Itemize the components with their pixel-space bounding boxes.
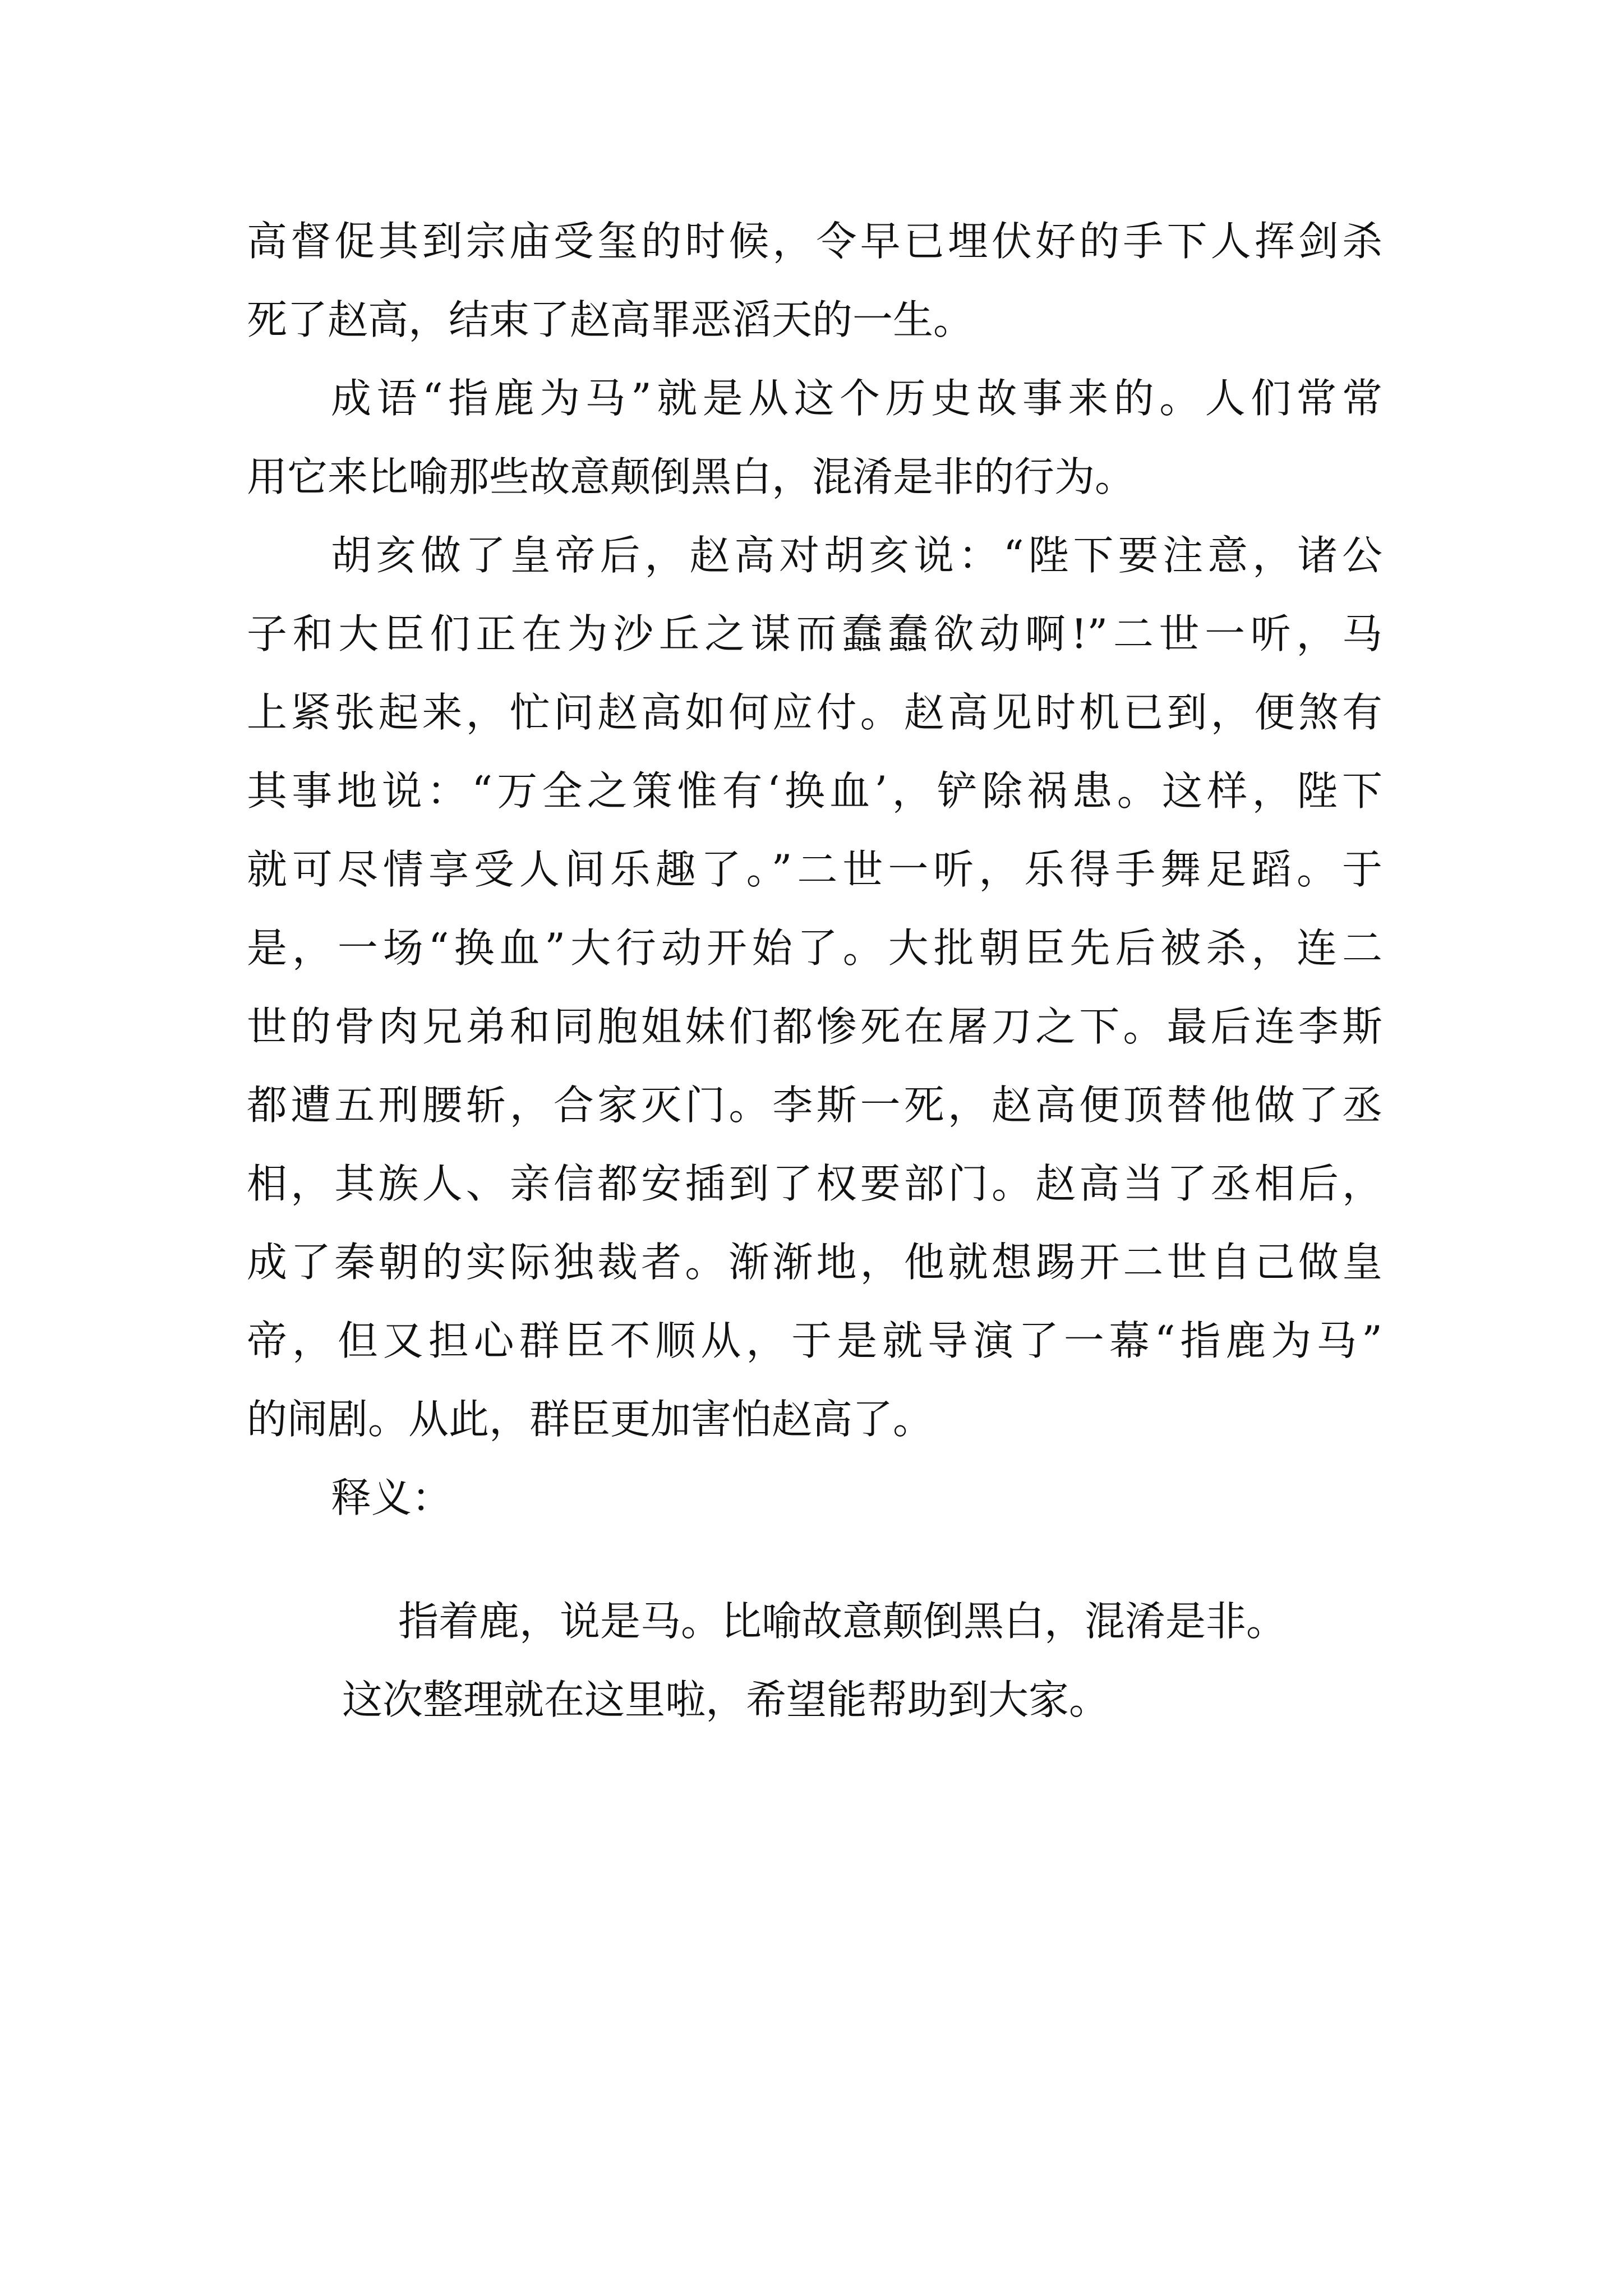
text-line: 其事地说：“万全之策惟有‘换血’，铲除祸患。这样，陛下 [247, 767, 1382, 815]
paragraph-start-line: 成语“指鹿为马”就是从这个历史故事来的。人们常常 [331, 375, 1382, 422]
text-line: 上紧张起来，忙问赵高如何应付。赵高见时机已到，便煞有 [247, 689, 1382, 736]
definition-line: 指着鹿，说是马。比喻故意颠倒黑白，混淆是非。 [398, 1598, 1287, 1645]
text-line: 用它来比喻那些故意颠倒黑白，混淆是非的行为。 [247, 453, 1136, 500]
text-line: 死了赵高，结束了赵高罪恶滔天的一生。 [247, 296, 974, 343]
text-line: 都遭五刑腰斩，合家灭门。李斯一死，赵高便顶替他做了丞 [247, 1082, 1382, 1129]
definition-label: 释义： [331, 1474, 453, 1521]
text-line: 就可尽情享受人间乐趣了。”二世一听，乐得手舞足蹈。于 [247, 846, 1382, 893]
closing-line: 这次整理就在这里啦，希望能帮助到大家。 [342, 1676, 1110, 1723]
text-line: 成了秦朝的实际独裁者。渐渐地，他就想踢开二世自己做皇 [247, 1239, 1382, 1286]
body-text [247, 202, 1382, 1537]
text-line: 世的骨肉兄弟和同胞姐妹们都惨死在屠刀之下。最后连李斯 [247, 1003, 1382, 1050]
text-line: 子和大臣们正在为沙丘之谋而蠢蠢欲动啊!”二世一听，马 [247, 610, 1382, 657]
text-line: 帝，但又担心群臣不顺从，于是就导演了一幕“指鹿为马” [247, 1317, 1382, 1364]
text-line: 相，其族人、亲信都安插到了权要部门。赵高当了丞相后， [247, 1160, 1382, 1207]
paragraph-start-line: 胡亥做了皇帝后，赵高对胡亥说：“陛下要注意，诸公 [331, 532, 1382, 579]
text-line: 的闹剧。从此，群臣更加害怕赵高了。 [247, 1396, 934, 1443]
definition-text [247, 1582, 1382, 1739]
text-line: 高督促其到宗庙受玺的时候，令早已埋伏好的手下人挥剑杀 [247, 218, 1382, 265]
text-line: 是，一场“换血”大行动开始了。大批朝臣先后被杀，连二 [247, 924, 1382, 972]
